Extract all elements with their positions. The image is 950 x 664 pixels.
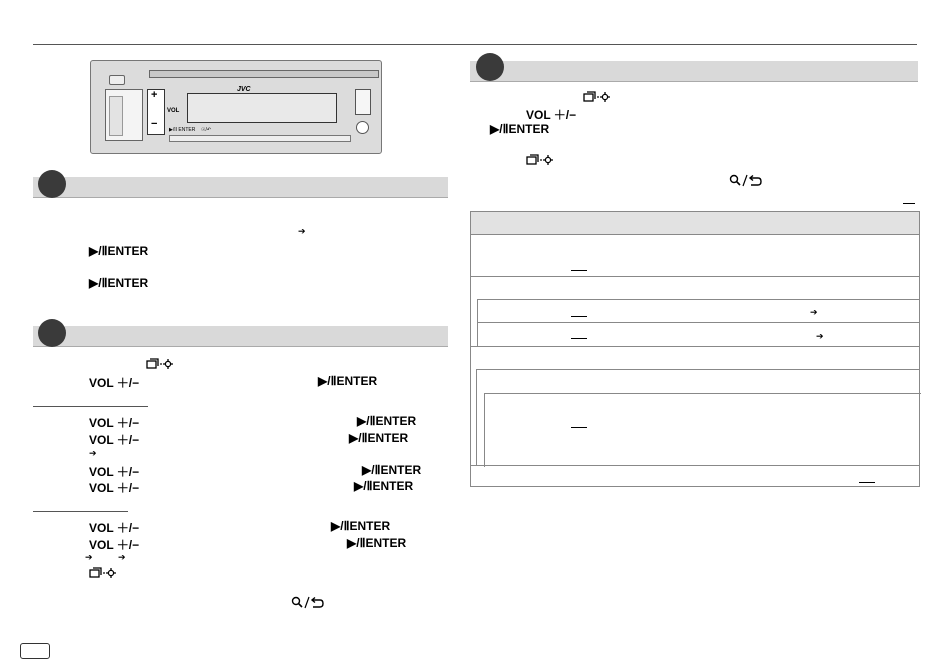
detach-panel — [105, 89, 143, 141]
subsection-rule-1 — [33, 406, 148, 407]
section-2-badge — [38, 319, 66, 347]
subsection-rule-2 — [33, 511, 128, 512]
display-settings-icon — [146, 358, 174, 370]
search-back-icon — [291, 596, 325, 609]
section-3-badge — [476, 53, 504, 81]
disc-slot — [149, 70, 379, 78]
nested-box-2 — [476, 369, 920, 466]
arrow-icon: ➔ — [298, 226, 306, 236]
arrow-icon: ➔ — [85, 552, 93, 562]
vol-button-3: VOL ＋/− — [89, 433, 140, 447]
enter-label-small: ▶/II ENTER — [169, 127, 196, 133]
default-underline — [571, 270, 587, 271]
vol-minus-label: − — [151, 118, 158, 130]
arrow-icon: ➔ — [118, 552, 126, 562]
usb-port — [355, 89, 371, 115]
vol-button-4: VOL ＋/− — [89, 465, 140, 479]
section-1-bar — [33, 177, 448, 198]
arrow-icon: ➔ — [89, 448, 97, 458]
arrow-icon: ➔ — [810, 307, 818, 317]
eject-button — [109, 75, 125, 85]
vol-label: VOL — [167, 108, 180, 114]
enter-button-9: ▶/ⅡENTER — [347, 536, 407, 550]
volume-buttons — [147, 89, 165, 135]
display-settings-icon — [89, 567, 117, 579]
default-underline — [571, 338, 587, 339]
arrow-icon: ➔ — [816, 331, 824, 341]
section-2-bar — [33, 326, 448, 347]
default-underline — [903, 203, 915, 204]
row-divider — [471, 346, 919, 347]
enter-button-3: ▶/ⅡENTER — [318, 374, 378, 388]
enter-button-1: ▶/ⅡENTER — [89, 244, 149, 258]
nested-box-3 — [484, 393, 921, 467]
brand-logo: JVC — [237, 86, 251, 93]
vol-plus-label: + — [151, 89, 158, 101]
top-rule — [33, 44, 917, 45]
vol-button-7: VOL ＋/− — [89, 538, 140, 552]
default-underline — [571, 427, 587, 428]
settings-table — [470, 211, 920, 487]
search-back-icon — [729, 174, 763, 187]
default-underline — [571, 316, 587, 317]
vol-button-1: VOL ＋/− — [89, 376, 140, 390]
enter-button-10: ▶/ⅡENTER — [490, 122, 550, 136]
row-divider — [471, 276, 919, 277]
aux-jack — [356, 121, 369, 134]
section-1-badge — [38, 170, 66, 198]
page-language-tab — [20, 643, 50, 659]
enter-button-2: ▶/ⅡENTER — [89, 276, 149, 290]
display-window — [187, 93, 337, 123]
device-illustration — [90, 60, 382, 154]
enter-button-7: ▶/ⅡENTER — [354, 479, 414, 493]
vol-button-8: VOL ＋/− — [526, 108, 577, 122]
preset-buttons — [169, 135, 351, 142]
enter-button-8: ▶/ⅡENTER — [331, 519, 391, 533]
enter-button-6: ▶/ⅡENTER — [362, 463, 422, 477]
table-header — [471, 212, 919, 235]
enter-button-4: ▶/ⅡENTER — [357, 414, 417, 428]
display-settings-icon — [526, 154, 554, 166]
vol-button-5: VOL ＋/− — [89, 481, 140, 495]
enter-button-5: ▶/ⅡENTER — [349, 431, 409, 445]
default-underline — [859, 482, 875, 483]
vol-button-6: VOL ＋/− — [89, 521, 140, 535]
display-settings-icon — [583, 91, 611, 103]
vol-button-2: VOL ＋/− — [89, 416, 140, 430]
nested-box-1 — [477, 299, 920, 346]
section-3-bar — [470, 61, 918, 82]
back-label-small: ☉/↶ — [201, 127, 212, 133]
